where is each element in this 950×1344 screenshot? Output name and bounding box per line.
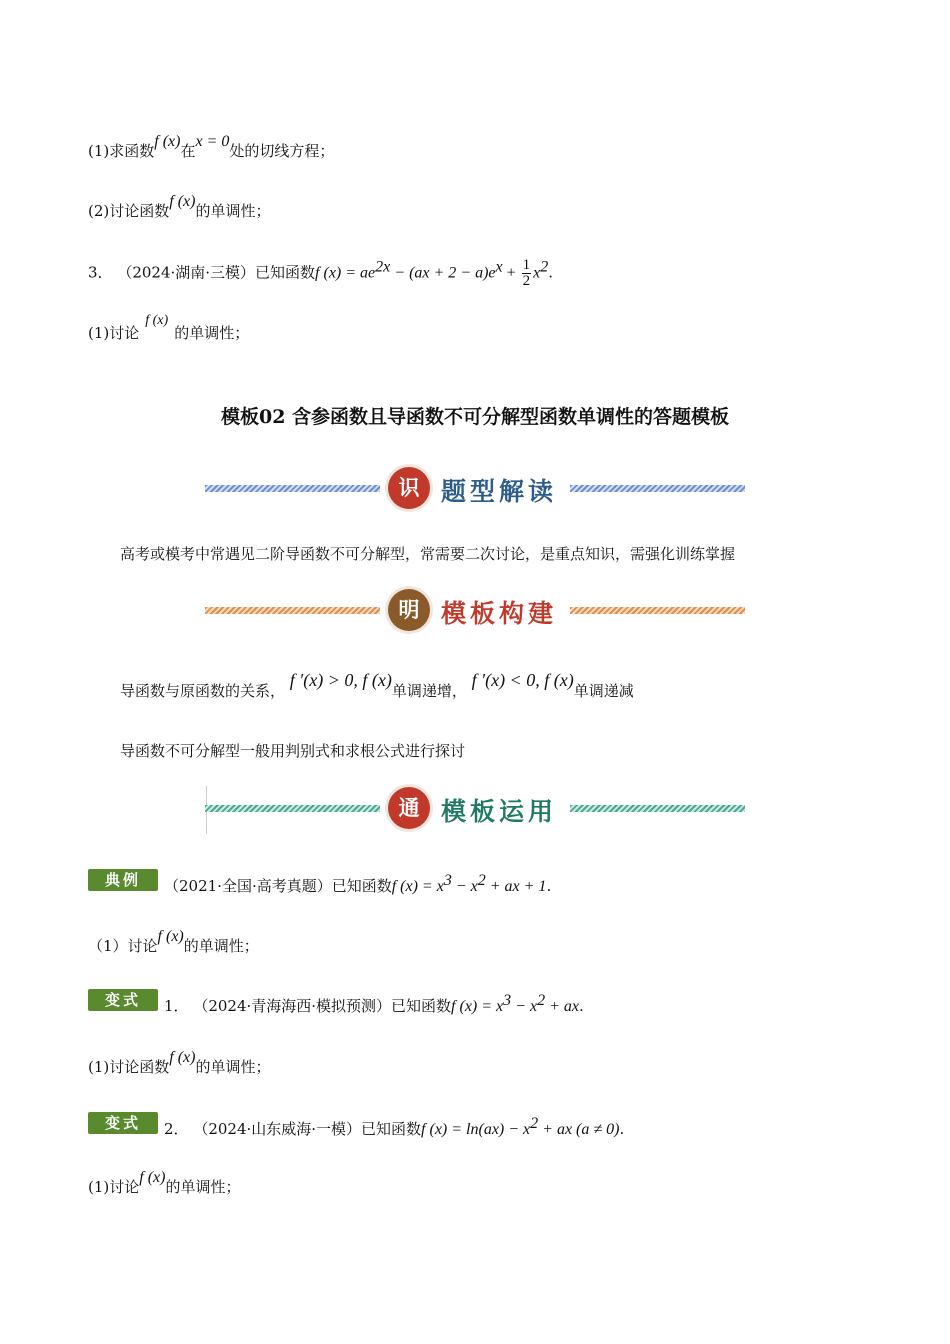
banner-template-build xyxy=(205,588,745,634)
banner-rule-right xyxy=(570,485,745,492)
example-tag: 典例 xyxy=(88,869,158,891)
variant-tag: 变式 xyxy=(88,1112,158,1134)
banner-rule-left xyxy=(205,607,380,614)
example-question-1: （1）讨论f (x)的单调性； xyxy=(88,928,259,955)
banner-rule-left xyxy=(205,805,380,812)
banner-question-type xyxy=(205,466,745,512)
banner-badge: 通 xyxy=(388,787,430,829)
variant-1-statement: 变式 1． （2024·青海海西·模拟预测）已知函数f $(x) = x^3 - x^2$ + ax. xyxy=(88,992,584,1017)
question-2-monotonicity: (2)讨论函数f (x)的单调性； xyxy=(88,193,271,220)
description-text: 高考或模考中常遇见二阶导函数不可分解型，常需要二次讨论，是重点知识，需强化训练掌握 xyxy=(120,545,736,563)
banner-rule-left xyxy=(205,485,380,492)
variant-1-question-1: (1)讨论函数f (x)的单调性； xyxy=(88,1049,271,1076)
banner-label: 模板构建 xyxy=(441,599,558,628)
banner-label: 模板运用 xyxy=(441,797,558,826)
fraction-one-half: $\frac{1}{2}$ xyxy=(522,257,531,289)
variant-2-statement: 变式 2． （2024·山东威海·一模）已知函数f $(x) = \ln(ax) - x^2$ + ax (a ≠ 0). xyxy=(88,1115,624,1140)
section-title: 模板02 含参函数且导函数不可分解型函数单调性的答题模板 xyxy=(220,406,730,428)
variant-2-question-1: (1)讨论f (x)的单调性； xyxy=(88,1169,241,1196)
template-discriminant-note: 导函数不可分解型一般用判别式和求根公式进行探讨 xyxy=(120,742,466,760)
banner-label: 题型解读 xyxy=(441,477,558,506)
banner-template-use xyxy=(205,786,745,832)
example-statement: 典例 （2021·全国·高考真题）已知函数f $(x) = x^3 - x^2$ + ax + 1. xyxy=(88,872,551,897)
problem-3-statement: 3． （2024·湖南·三模）已知函数f $(x) = ae^{2x} - (ax + 2 - a)e^x$ + $\frac{1}{2}$ $x^2$. xyxy=(88,257,554,289)
banner-badge: 明 xyxy=(388,589,430,631)
banner-rule-right xyxy=(570,805,745,812)
variant-tag: 变式 xyxy=(88,989,158,1011)
banner-rule-right xyxy=(570,607,745,614)
problem-3-question-1: (1)讨论f (x)的单调性； xyxy=(88,313,250,342)
template-derivative-relation: 导函数与原函数的关系， f ′(x) > 0, f (x)单调递增， f ′(x) < 0, f (x)单调递减 xyxy=(120,670,634,700)
question-1-find-tangent: (1)求函数f (x)在x = 0处的切线方程； xyxy=(88,133,335,160)
banner-badge: 识 xyxy=(388,467,430,509)
